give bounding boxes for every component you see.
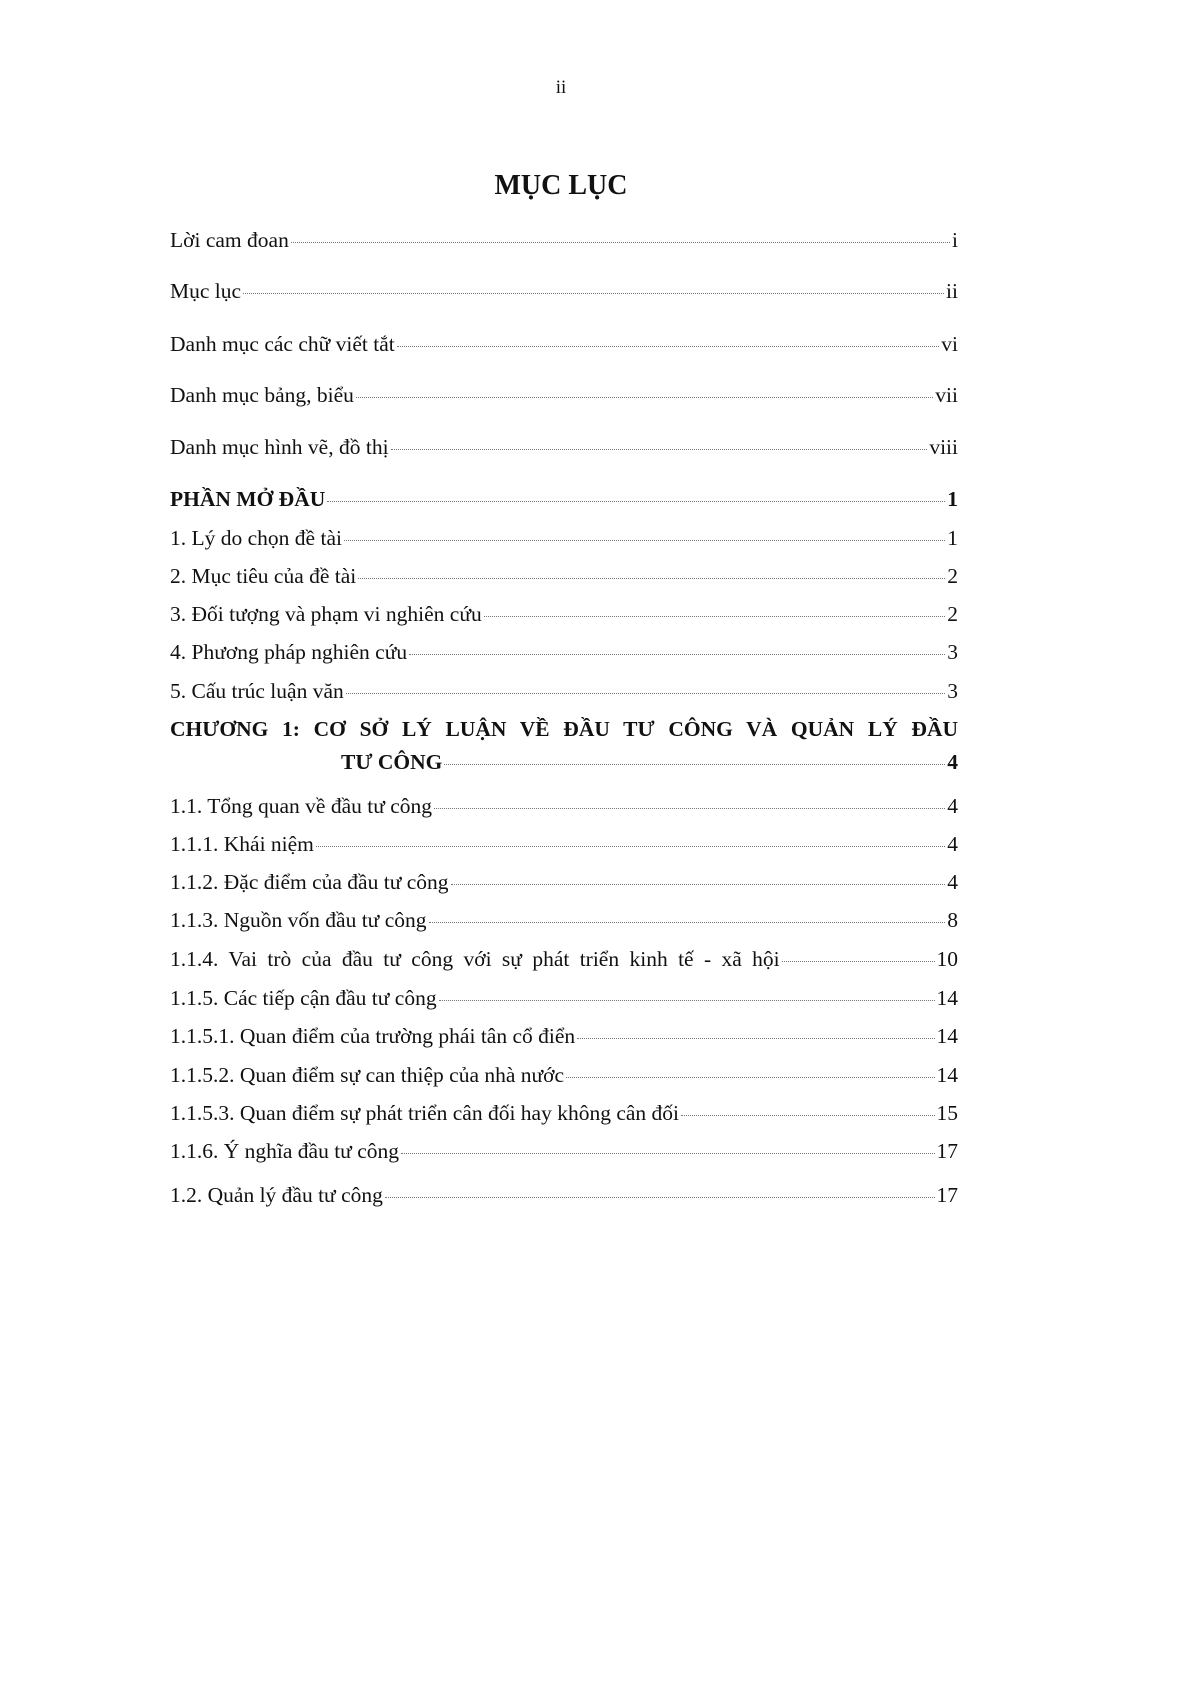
toc-entry-page: ii bbox=[946, 279, 958, 303]
toc-entry-1-1-2[interactable] bbox=[170, 868, 958, 896]
dot-leader bbox=[577, 1038, 934, 1039]
dot-leader bbox=[358, 578, 945, 579]
toc-entry-label: 1.1.6. Ý nghĩa đầu tư công bbox=[170, 1139, 400, 1163]
toc-entry-label: 5. Cấu trúc luận văn bbox=[170, 679, 344, 703]
toc-entry-page: 10 bbox=[936, 947, 958, 971]
toc-entry-page: 17 bbox=[936, 1183, 958, 1207]
dot-leader bbox=[439, 1000, 935, 1001]
toc-entry-page: viii bbox=[929, 435, 958, 459]
dot-leader bbox=[566, 1077, 934, 1078]
page-number: ii bbox=[555, 77, 567, 98]
dot-leader bbox=[397, 346, 940, 347]
toc-entry-page: 17 bbox=[936, 1139, 958, 1163]
toc-entry-page: 8 bbox=[947, 908, 958, 932]
dot-leader bbox=[409, 654, 945, 655]
toc-entry-page: vi bbox=[941, 332, 958, 356]
dot-leader bbox=[444, 764, 945, 765]
toc-entry-page: 4 bbox=[947, 870, 958, 894]
toc-entry-page: 14 bbox=[936, 1063, 958, 1087]
toc-entry-label: Mục lục bbox=[170, 279, 242, 303]
toc-entry-label: 1.1.4. Vai trò của đầu tư công với sự phát triển kinh tế - xã hội bbox=[170, 947, 780, 971]
dot-leader bbox=[291, 242, 950, 243]
toc-entry-label: 1.1.3. Nguồn vốn đầu tư công bbox=[170, 908, 427, 932]
toc-entry-page: 15 bbox=[936, 1101, 958, 1125]
toc-entry-label: PHẦN MỞ ĐẦU bbox=[170, 487, 326, 511]
toc-entry-danh-muc-bang-bieu[interactable] bbox=[170, 381, 958, 409]
toc-entry-page: 4 bbox=[947, 832, 958, 856]
toc-entry-page: 1 bbox=[947, 487, 958, 511]
toc-entry-1-1-1[interactable] bbox=[170, 830, 958, 858]
toc-entry-chuong-1-line1[interactable]: CHƯƠNG 1: CƠ SỞ LÝ LUẬN VỀ ĐẦU TƯ CÔNG VÀ QUẢN LÝ ĐẦU bbox=[170, 717, 958, 741]
toc-entry-label: 4. Phương pháp nghiên cứu bbox=[170, 640, 408, 664]
toc-entry-1-1-4[interactable] bbox=[170, 945, 958, 973]
dot-leader bbox=[243, 293, 944, 294]
toc-entry-1-1-5-1[interactable] bbox=[170, 1022, 958, 1050]
dot-leader bbox=[484, 616, 946, 617]
toc-entry-page: 4 bbox=[947, 750, 958, 774]
toc-entry-phan-mo-dau[interactable] bbox=[170, 485, 958, 513]
toc-entry-1-1-5-3[interactable] bbox=[170, 1099, 958, 1127]
toc-entry-label: Danh mục các chữ viết tắt bbox=[170, 332, 395, 356]
toc-entry-page: 1 bbox=[947, 526, 958, 550]
toc-entry-page: vii bbox=[935, 383, 958, 407]
toc-entry-chuong-1[interactable] bbox=[341, 748, 958, 776]
dot-leader bbox=[391, 449, 928, 450]
dot-leader bbox=[429, 922, 946, 923]
toc-entry-label: TƯ CÔNG bbox=[341, 750, 443, 774]
toc-entry-ly-do[interactable] bbox=[170, 524, 958, 552]
toc-entry-label: 1.1.1. Khái niệm bbox=[170, 832, 314, 856]
toc-entry-label: Danh mục bảng, biểu bbox=[170, 383, 354, 407]
toc-entry-label: 1.1. Tổng quan về đầu tư công bbox=[170, 794, 433, 818]
toc-entry-label: Lời cam đoan bbox=[170, 228, 289, 252]
toc-entry-1-1-5[interactable] bbox=[170, 984, 958, 1012]
dot-leader bbox=[346, 693, 946, 694]
toc-entry-page: 14 bbox=[936, 986, 958, 1010]
toc-entry-page: 2 bbox=[947, 602, 958, 626]
toc-entry-label: 2. Mục tiêu của đề tài bbox=[170, 564, 357, 588]
toc-entry-muc-luc[interactable] bbox=[170, 277, 958, 305]
toc-entry-label: 1.1.5.2. Quan điểm sự can thiệp của nhà nước bbox=[170, 1063, 565, 1087]
toc-entry-page: i bbox=[952, 228, 958, 252]
dot-leader bbox=[344, 540, 945, 541]
toc-entry-label: 1.2. Quản lý đầu tư công bbox=[170, 1183, 383, 1207]
toc-entry-page: 3 bbox=[947, 679, 958, 703]
toc-entry-label: Danh mục hình vẽ, đồ thị bbox=[170, 435, 389, 459]
dot-leader bbox=[385, 1197, 935, 1198]
dot-leader bbox=[327, 501, 945, 502]
toc-entry-doi-tuong[interactable] bbox=[170, 600, 958, 628]
dot-leader bbox=[681, 1115, 934, 1116]
toc-entry-1-2[interactable] bbox=[170, 1181, 958, 1209]
toc-entry-page: 3 bbox=[947, 640, 958, 664]
dot-leader bbox=[356, 397, 933, 398]
toc-entry-label: 1.1.2. Đặc điểm của đầu tư công bbox=[170, 870, 449, 894]
toc-entry-1-1-5-2[interactable] bbox=[170, 1061, 958, 1089]
toc-entry-1-1-3[interactable] bbox=[170, 906, 958, 934]
toc-entry-label: 1.1.5.1. Quan điểm của trường phái tân cổ điển bbox=[170, 1024, 576, 1048]
toc-entry-label: 1.1.5. Các tiếp cận đầu tư công bbox=[170, 986, 437, 1010]
toc-entry-page: 14 bbox=[936, 1024, 958, 1048]
toc-entry-cau-truc[interactable] bbox=[170, 677, 958, 705]
dot-leader bbox=[434, 808, 945, 809]
toc-entry-danh-muc-chu-viet-tat[interactable] bbox=[170, 330, 958, 358]
toc-title: MỤC LỤC bbox=[494, 170, 628, 201]
toc-entry-muc-tieu[interactable] bbox=[170, 562, 958, 590]
toc-entry-1-1-6[interactable] bbox=[170, 1137, 958, 1165]
toc-entry-loi-cam-doan[interactable] bbox=[170, 226, 958, 254]
dot-leader bbox=[316, 846, 945, 847]
dot-leader bbox=[451, 884, 946, 885]
toc-entry-label: 1.1.5.3. Quan điểm sự phát triển cân đối hay không cân đối bbox=[170, 1101, 680, 1125]
toc-entry-label: 3. Đối tượng và phạm vi nghiên cứu bbox=[170, 602, 482, 626]
toc-entry-label: 1. Lý do chọn đề tài bbox=[170, 526, 342, 550]
toc-entry-page: 2 bbox=[947, 564, 958, 588]
dot-leader bbox=[401, 1153, 934, 1154]
toc-entry-danh-muc-hinh-ve[interactable] bbox=[170, 433, 958, 461]
dot-leader bbox=[782, 961, 935, 962]
toc-entry-page: 4 bbox=[947, 794, 958, 818]
toc-entry-1-1[interactable] bbox=[170, 792, 958, 820]
toc-entry-phuong-phap[interactable] bbox=[170, 638, 958, 666]
